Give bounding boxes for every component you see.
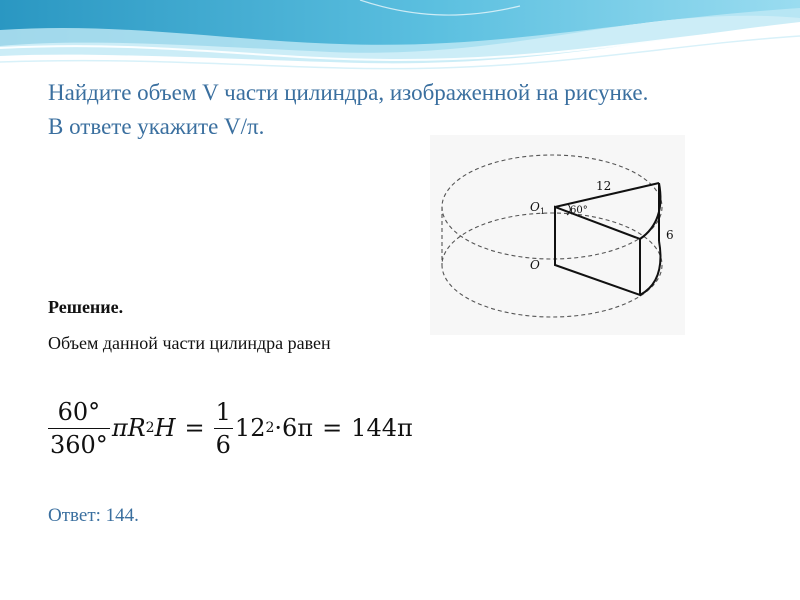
label-height: 6 (666, 228, 674, 242)
label-o1: O (530, 200, 540, 214)
fraction-angle-numerator: 60° (57, 397, 101, 426)
radius-exponent: 2 (145, 420, 155, 436)
label-angle: 60° (570, 205, 588, 216)
fraction-one-sixth (214, 398, 233, 459)
equals-sign-2: = (322, 414, 343, 442)
label-o1-sub: 1 (540, 207, 546, 216)
label-radius: 12 (596, 179, 612, 193)
solution-heading: Решение. (48, 297, 124, 317)
volume-formula (48, 393, 413, 463)
radius-symbol: R (127, 414, 146, 442)
task-line-2: В ответе укажите V/π. (48, 114, 265, 139)
height-times-pi: ·6π (274, 414, 314, 442)
radius-value: 12 (234, 414, 266, 442)
radius-value-exponent: 2 (265, 420, 275, 436)
fraction-angle-denominator: 360° (48, 428, 110, 459)
fraction-one-sixth-denominator: 6 (214, 428, 233, 459)
solution-text: Объем данной части цилиндра равен (48, 333, 331, 353)
formula-result: 144π (351, 414, 413, 442)
answer-text: Ответ: 144. (48, 505, 139, 526)
fraction-angle (48, 398, 110, 459)
fraction-one-sixth-numerator: 1 (215, 397, 231, 426)
decorative-wave-banner (0, 0, 800, 80)
label-o: O (530, 258, 540, 272)
task-line-1: Найдите объем V части цилиндра, изображенной на рисунке. (48, 80, 649, 105)
task-statement (48, 76, 788, 144)
height-symbol: H (154, 414, 176, 442)
pi-symbol: π (111, 414, 128, 442)
cylinder-diagram (430, 135, 685, 335)
equals-sign-1: = (184, 414, 205, 442)
